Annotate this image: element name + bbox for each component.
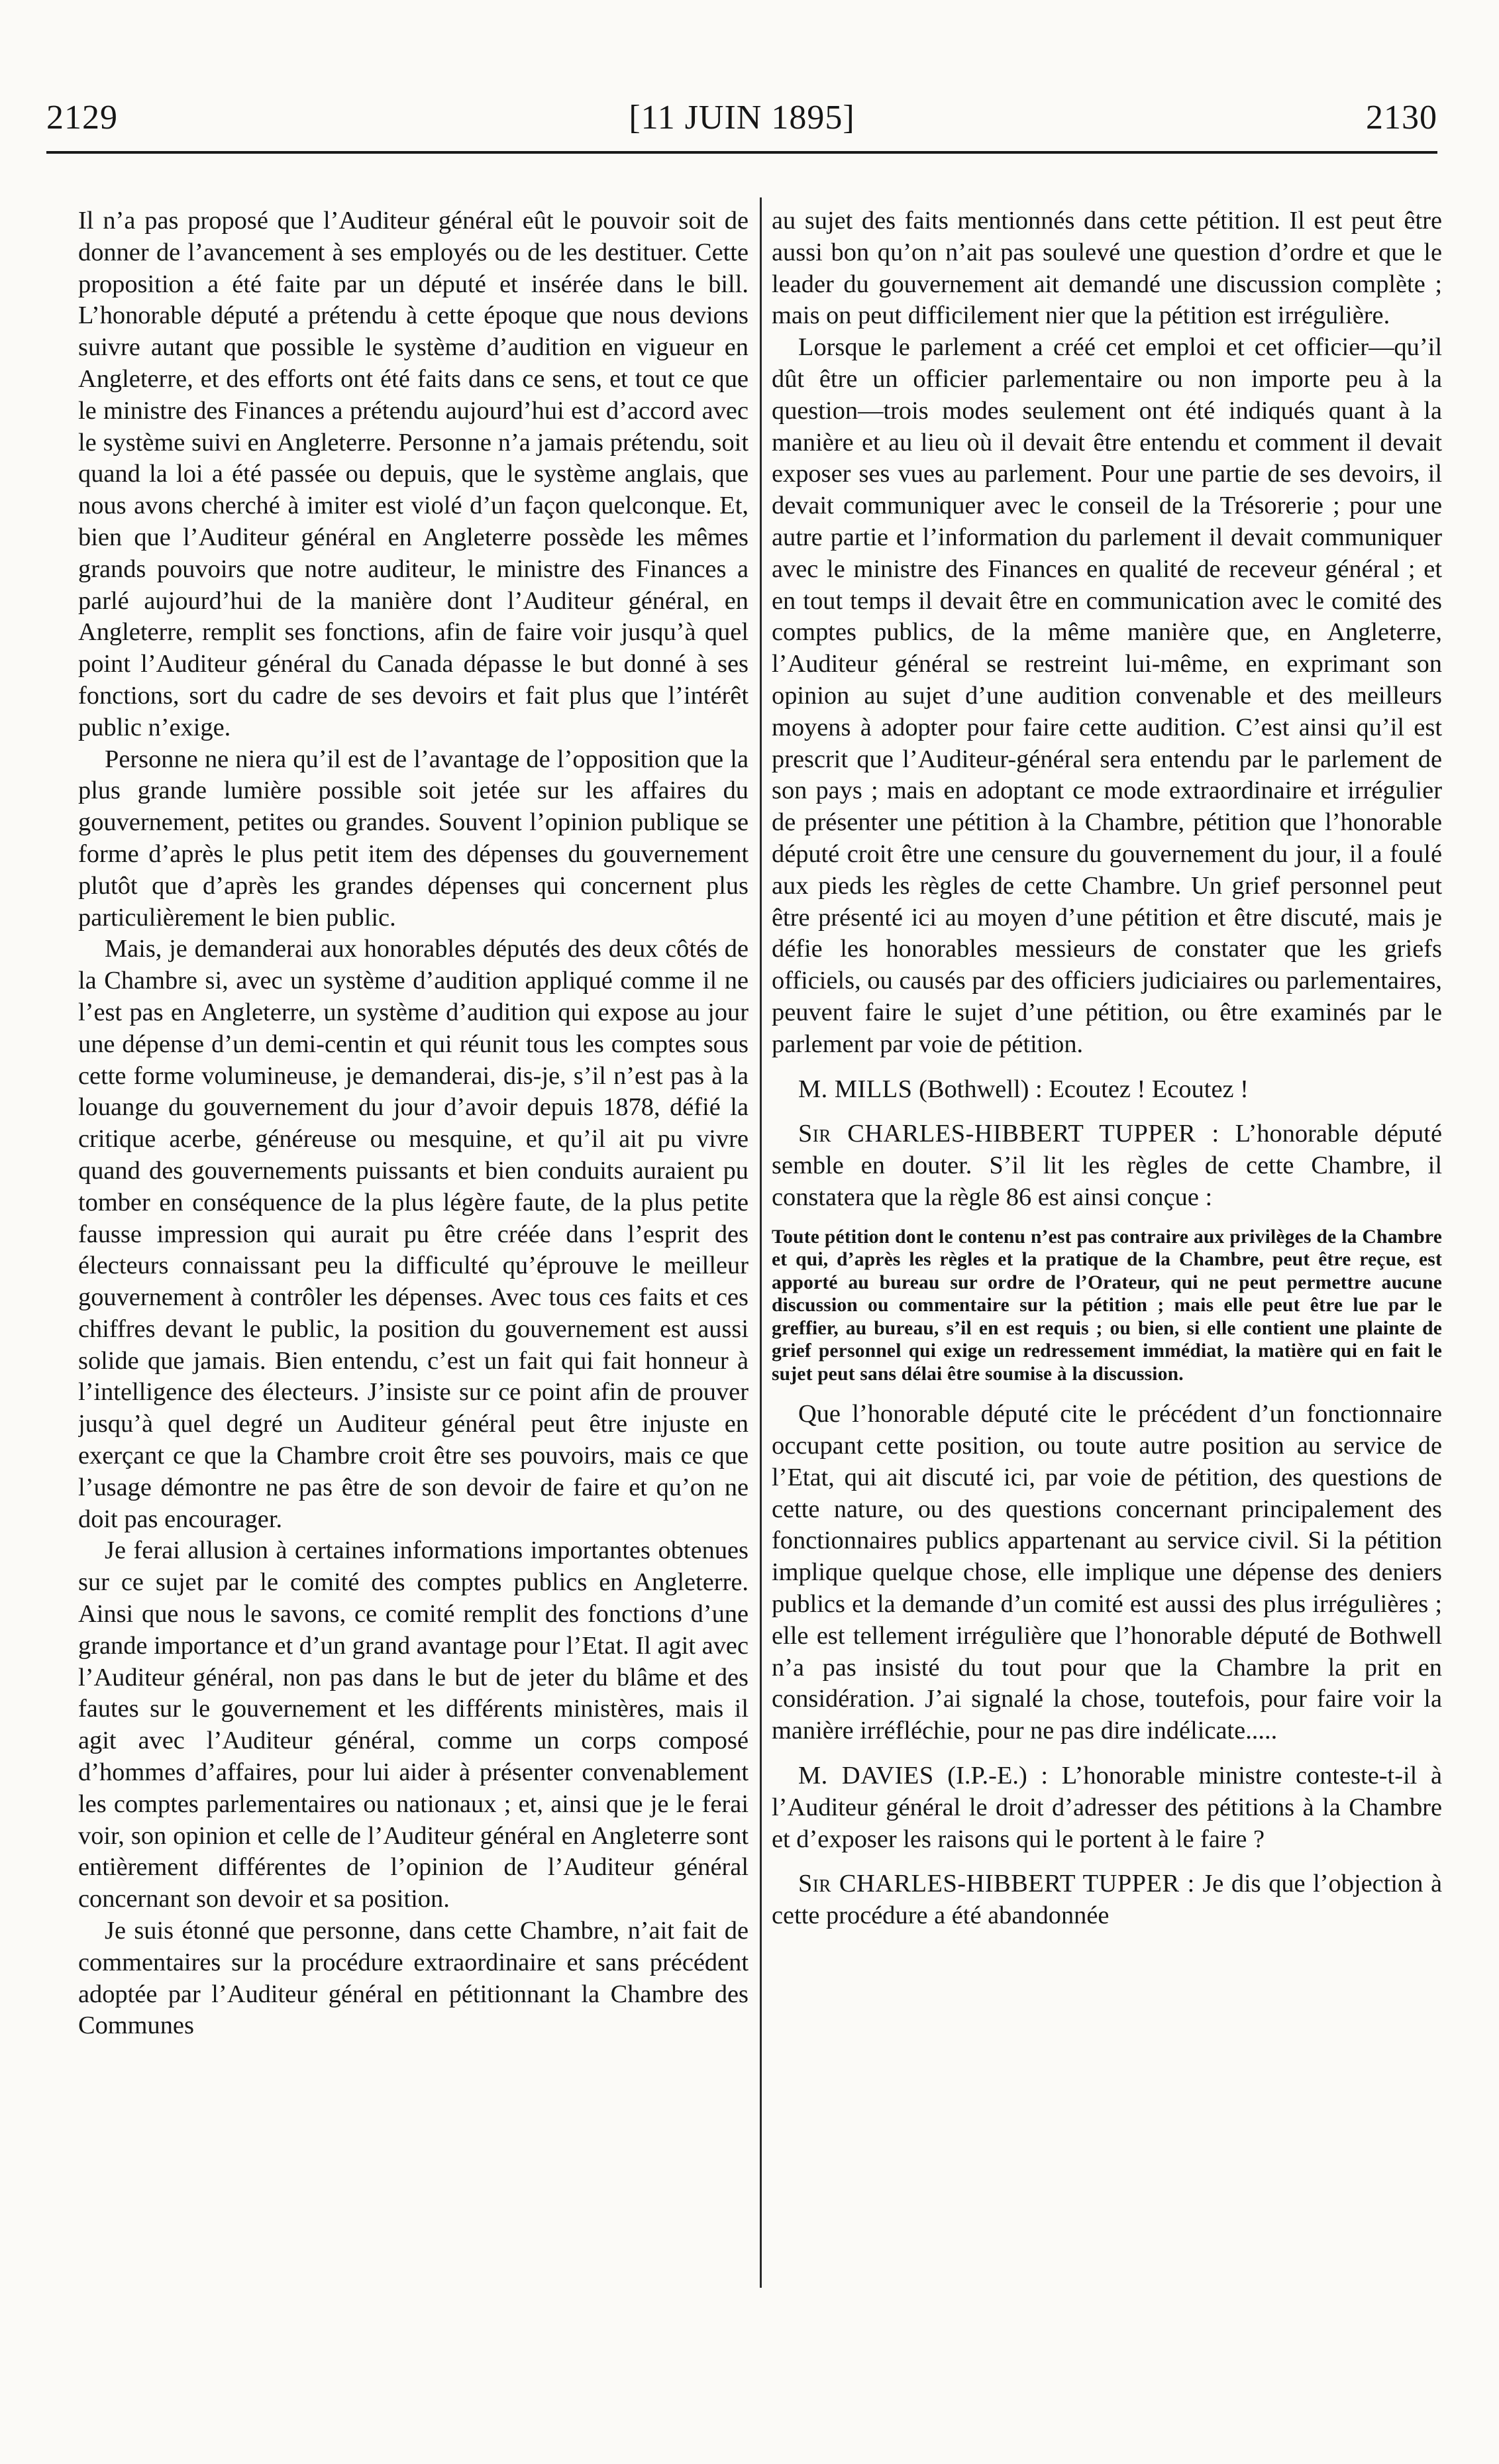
right-column <box>772 205 1442 2286</box>
paragraph: Je ferai allusion à certaines informations importantes obtenues sur ce sujet par le comité des comptes publics en Angleterre. Ainsi que nous le savons, ce comité remplit des fonctions d’une grande importance et d’un grand avantage pour l’Etat. Il agit avec l’Auditeur général, non pas dans le but de jeter du blâme et des fautes sur le gouvernement et les différents ministères, mais il agit avec l’Auditeur général, comme un corps composé d’hommes d’affaires, pour lui aider à présenter convenablement les comptes parlementaires ou nationaux ; et, ainsi que je le ferai voir, son opinion et celle de l’Auditeur général en Angleterre sont entièrement différentes de l’opinion de l’Auditeur général concernant son devoir et sa position. <box>78 1536 749 1913</box>
speech-text: L’honorable député semble en douter. S’il lit les règles de cette Chambre, il constatera que la règle 86 est ainsi conçue : <box>772 1120 1442 1211</box>
paragraph: Personne ne niera qu’il est de l’avantage de l’opposition que la plus grande lumière possible soit jetée sur les affaires du gouvernement, petites ou grandes. Souvent l’opinion publique se forme d’après le plus petit item des dépenses du gouvernement plutôt que d’après les grandes dépenses qui concernent plus particulièrement le bien public. <box>78 745 749 932</box>
column-divider <box>760 197 762 2288</box>
speech-text: (I.P.-E.) : L’honorable ministre conteste-t-il à l’Auditeur général le droit d’adresser des pétitions à la Chambre et d’exposer les raisons qui le portent à le faire ? <box>772 1761 1442 1853</box>
speaker-name: M. DAVIES <box>798 1761 934 1790</box>
speaker-name: Sir CHARLES-HIBBERT TUPPER : <box>798 1870 1195 1898</box>
speech-text: Je dis que l’objection à cette procédure a été abandonnée <box>772 1870 1442 1930</box>
paragraph: Il n’a pas proposé que l’Auditeur général eût le pouvoir soit de donner de l’avancement à ses employés ou de les destituer. Cette proposition a été faite par un député et insérée dans le bill. L’honorable député a prétendu à cette époque que nous devions suivre autant que possible le système d’audition en vigueur en Angleterre, et des efforts ont été faits dans ce sens, et tout ce que le ministre des Finances a prétendu aujourd’hui est d’accord avec le système suivi en Angleterre. Personne n’a jamais prétendu, soit quand la loi a été passée ou depuis, que le système anglais, que nous avons cherché à imiter est violé d’un façon quelconque. Et, bien que l’Auditeur général en Angleterre possède les mêmes grands pouvoirs que notre auditeur, le ministre des Finances a parlé aujourd’hui de la manière dont l’Auditeur général, en Angleterre, remplit ses fonctions, afin de faire voir jusqu’à quel point l’Auditeur général du Canada dépasse le but donné à ses fonctions, sort du cadre de ses devoirs et fait plus que l’intérêt public n’exige. <box>78 207 749 741</box>
speaker-name: Sir CHARLES-HIBBERT TUPPER : <box>798 1120 1219 1148</box>
speech-mills <box>772 1074 1442 1106</box>
rule-quotation: Toute pétition dont le contenu n’est pas contraire aux privilèges de la Chambre et qui, d’après les règles et la pratique de la Chambre, peut être reçue, est apporté au bureau sur ordre de l’Orateur, qui ne peut permettre aucune discussion ou commentaire sur la pétition ; mais elle peut être lue par le greffier, au bureau, s’il en est requis ; ou bien, si elle contient une plainte de grief personnel qui exige un redressement immédiat, la matière qui en fait le sujet peut sans délai être soumise à la discussion. <box>772 1226 1442 1385</box>
left-column <box>78 205 749 2286</box>
page-date: [11 JUIN 1895] <box>629 99 855 136</box>
speech-davies <box>772 1760 1442 1855</box>
speech-tupper-2 <box>772 1868 1442 1932</box>
paragraph: au sujet des faits mentionnés dans cette pétition. Il est peut être aussi bon qu’on n’ait pas soulevé une question d’ordre et que le leader du gouvernement ait demandé une discussion complète ; mais on peut difficilement nier que la pétition est irrégulière. <box>772 207 1442 330</box>
page-number-right: 2130 <box>1366 99 1437 136</box>
page-header <box>46 98 1437 151</box>
paragraph: Mais, je demanderai aux honorables députés des deux côtés de la Chambre si, avec un système d’audition appliqué comme il ne l’est pas en Angleterre, un système d’audition qui expose au jour une dépense d’un demi-centin et qui réunit tous les comptes sous cette forme volumineuse, je demanderai, dis-je, s’il n’est pas à la louange du gouvernement du jour d’avoir depuis 1878, défié la critique acerbe, généreuse ou mesquine, et qu’il ait pu vivre quand des gouvernements puissants et bien conduits auraient pu tomber en conséquence de la plus légère faute, de la plus petite fausse impression qui aurait pu être créée dans l’esprit des électeurs connaissant peu la difficulté qu’éprouve le meilleur gouvernement à contrôler les dépenses. Avec tous ces faits et ces chiffres devant le public, la position du gouvernement est aussi solide que jamais. Bien entendu, c’est un fait qui fait honneur à l’intelligence des électeurs. J’insiste sur ce point afin de prouver jusqu’à quel degré un Auditeur général peut être injuste en exerçant ce que la Chambre croit être ses pouvoirs, mais ce que l’usage démontre ne pas être de son devoir de faire et qu’on ne doit pas encourager. <box>78 935 749 1533</box>
paragraph: Lorsque le parlement a créé cet emploi et cet officier—qu’il dût être un officier parlementaire ou non importe peu à la question—trois modes seulement ont été indiqués quant à la manière et au lieu où il devait être entendu et comment il devait exposer ses vues au parlement. Pour une partie de ses devoirs, il devait communiquer avec le conseil de la Trésorerie ; pour une autre partie et l’information du parlement il devait communiquer avec le ministre des Finances en qualité de receveur général ; et en tout temps il devait être en communication avec le comité des comptes publics, de la même manière que, en Angleterre, l’Auditeur général se restreint lui-même, en exprimant son opinion au sujet d’une audition convenable et des meilleurs moyens à adopter pour faire cette audition. C’est ainsi qu’il est prescrit que l’Auditeur-général sera entendu par le parlement de son pays ; mais en adoptant ce mode extraordinaire et irrégulier de présenter une pétition à la Chambre, pétition que l’honorable député croit être une censure du gouvernement du jour, il a foulé aux pieds les règles de cette Chambre. Un grief personnel peut être présenté ici au moyen d’une pétition et être discuté, mais je défie les honorables messieurs de constater que les griefs officiels, ou causés par des officiers judiciaires ou parlementaires, peuvent faire le sujet d’une pétition, ou être examinés par le parlement par voie de pétition. <box>772 333 1442 1058</box>
paragraph: Je suis étonné que personne, dans cette Chambre, n’ait fait de commentaires sur la procédure extraordinaire et sans précédent adoptée par l’Auditeur général en pétitionnant la Chambre des Communes <box>78 1917 749 2040</box>
speech-tupper <box>772 1118 1442 1213</box>
paragraph: Que l’honorable député cite le précédent d’un fonctionnaire occupant cette position, ou toute autre position au service de l’Etat, qui ait discuté ici, par voie de pétition, des questions de cette nature, ou des questions concernant principalement des fonctionnaires publics appartenant au service civil. Si la pétition implique quelque chose, elle implique une dépense des deniers publics et la demande d’un comité est aussi des plus irrégulières ; elle est tellement irrégulière que l’honorable député de Bothwell n’a pas insisté du tout pour que la Chambre la prit en considération. J’ai signalé la chose, toutefois, pour faire voir la manière irréfléchie, pour ne pas dire indélicate..... <box>772 1400 1442 1745</box>
speaker-name: M. MILLS <box>798 1075 913 1103</box>
header-rule <box>46 151 1437 154</box>
speech-text: (Bothwell) : Ecoutez ! Ecoutez ! <box>919 1075 1249 1103</box>
page-number-left: 2129 <box>46 99 118 136</box>
